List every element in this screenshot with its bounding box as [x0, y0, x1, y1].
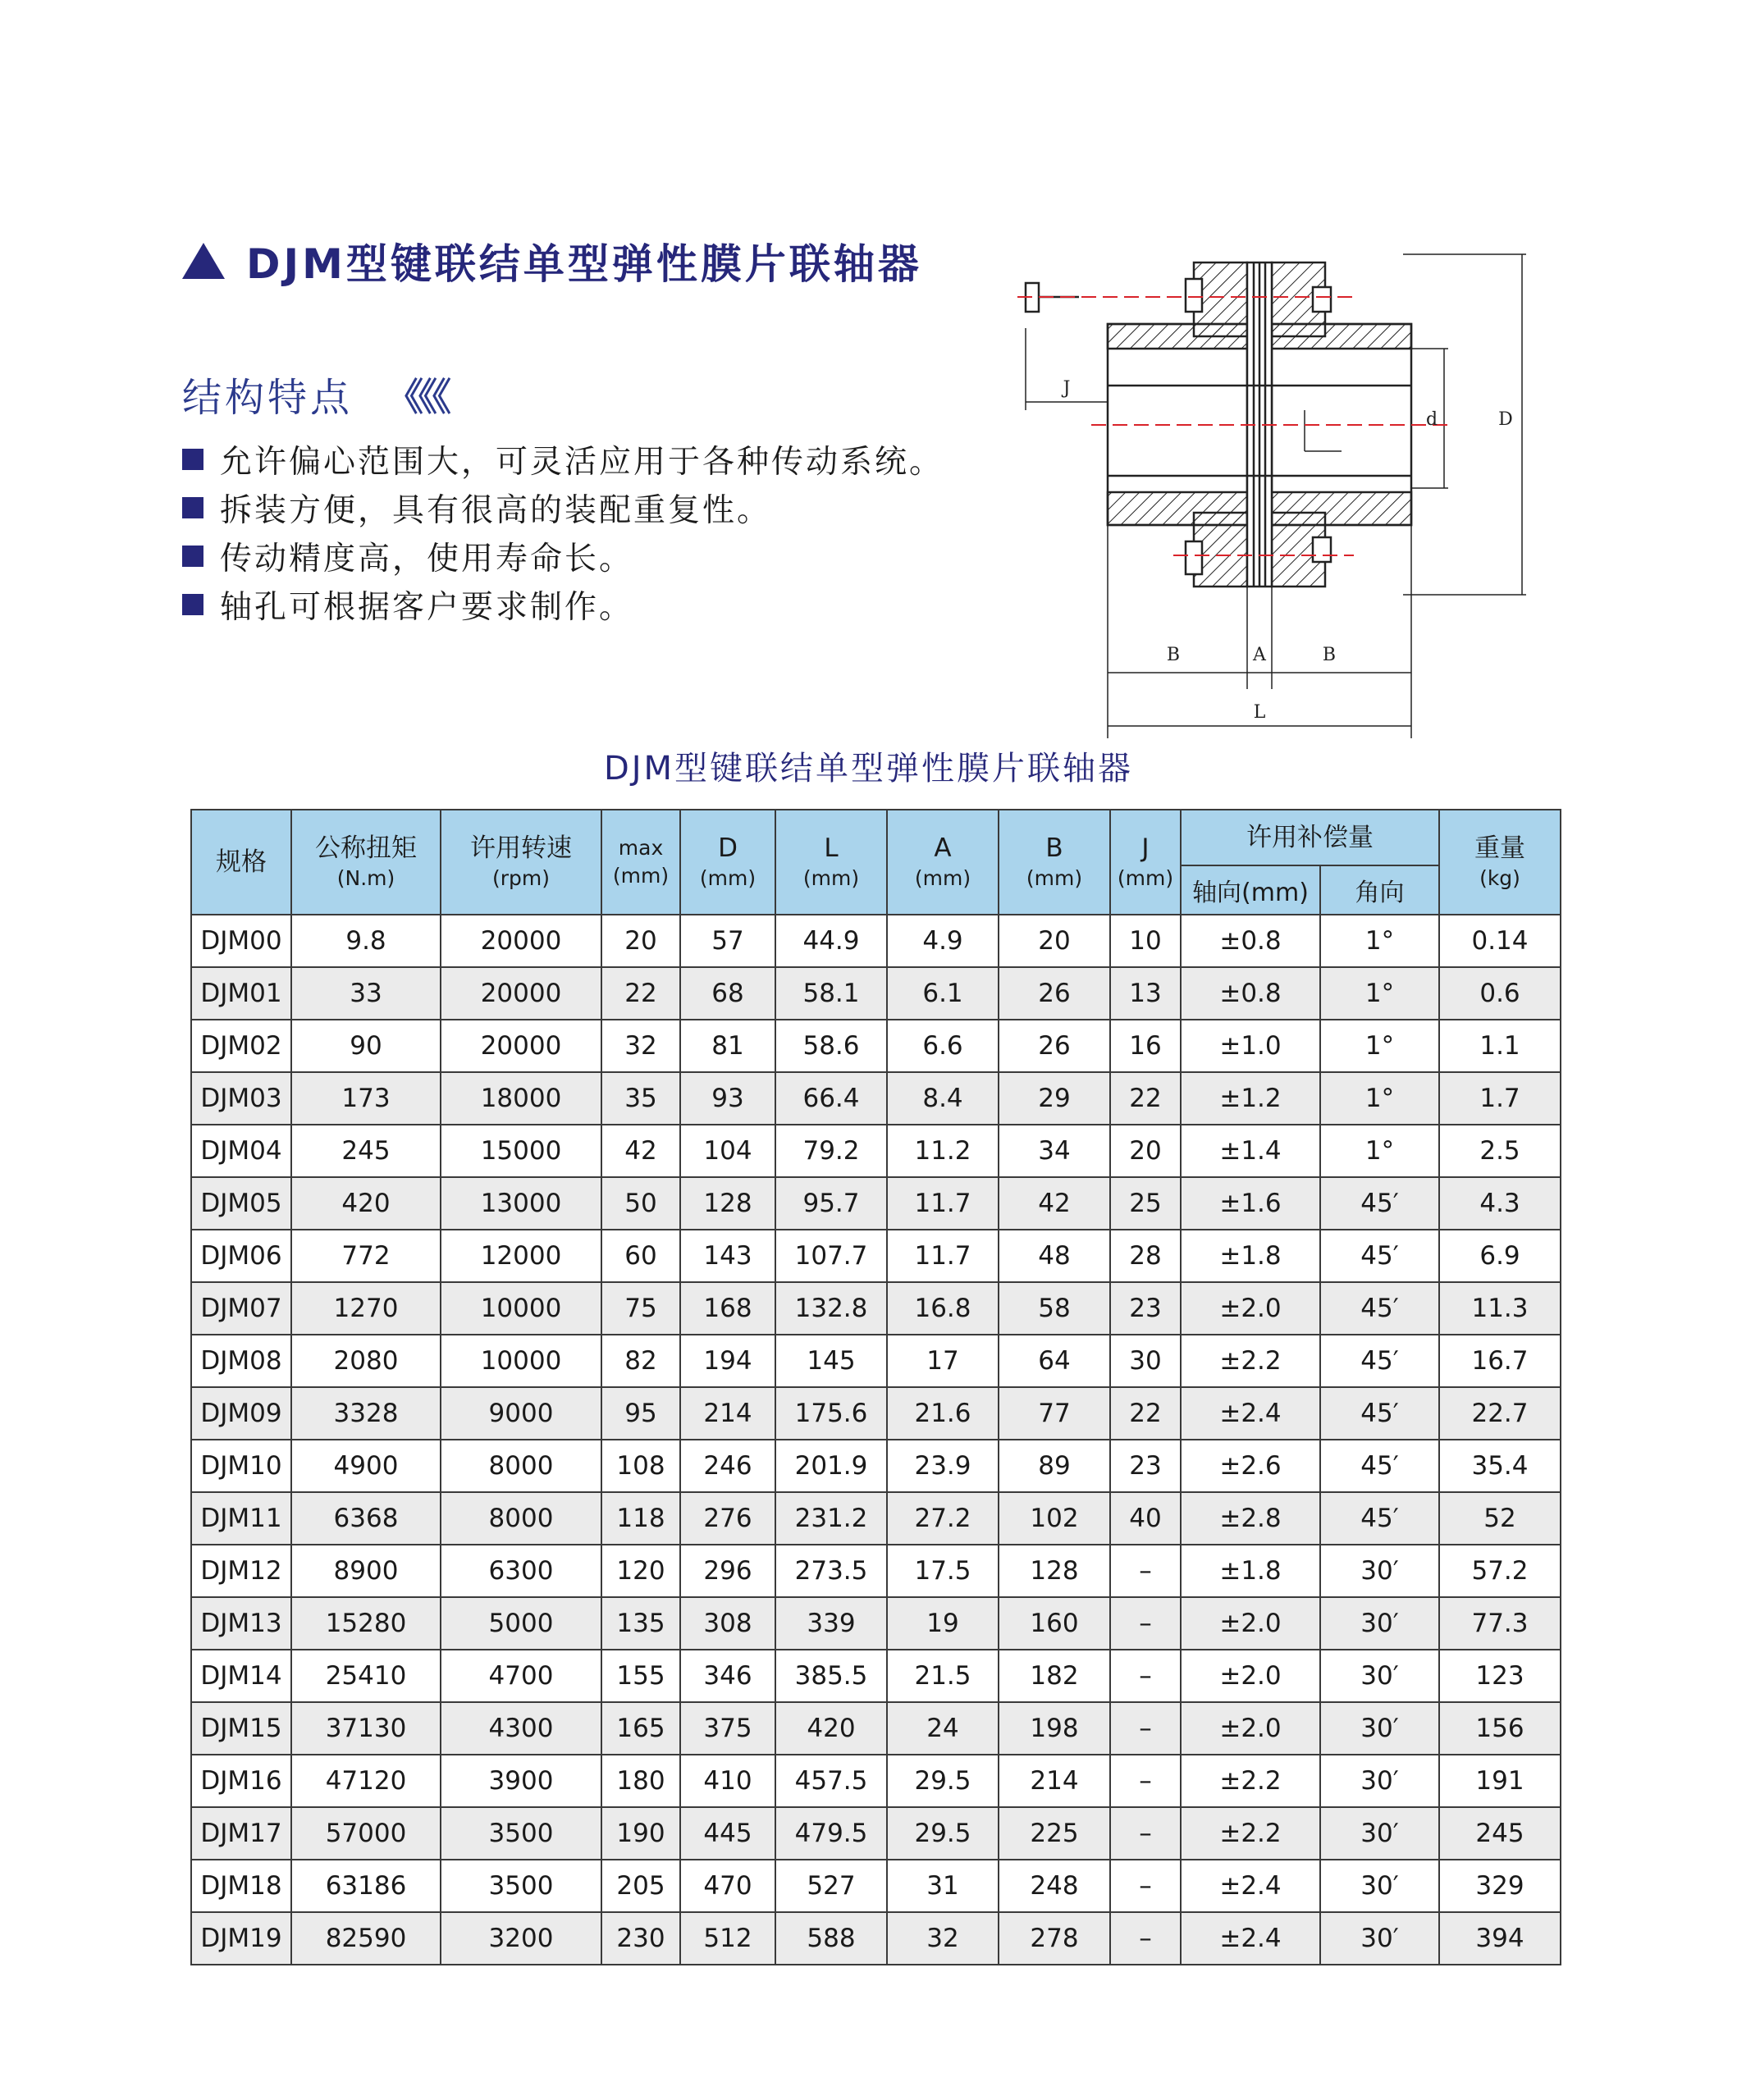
table-cell: 35: [601, 1072, 680, 1125]
table-cell: ±2.0: [1181, 1702, 1320, 1755]
table-cell: 77.3: [1439, 1597, 1561, 1650]
table-cell: 9.8: [291, 915, 441, 967]
table-cell: –: [1110, 1545, 1181, 1597]
table-cell: 102: [999, 1492, 1110, 1545]
table-cell: 6.6: [887, 1020, 999, 1072]
table-cell: 205: [601, 1860, 680, 1912]
table-cell: ±1.4: [1181, 1125, 1320, 1177]
col-model: 规格: [191, 810, 291, 915]
table-cell: DJM16: [191, 1755, 291, 1807]
table-cell: 346: [680, 1650, 775, 1702]
table-cell: 273.5: [775, 1545, 887, 1597]
table-cell: 12000: [441, 1230, 601, 1282]
table-row: [191, 967, 1561, 1020]
table-cell: 4.9: [887, 915, 999, 967]
table-cell: ±0.8: [1181, 967, 1320, 1020]
table-cell: 420: [775, 1702, 887, 1755]
table-cell: 588: [775, 1912, 887, 1965]
table-cell: 30′: [1320, 1807, 1439, 1860]
table-cell: 107.7: [775, 1230, 887, 1282]
table-cell: 8000: [441, 1492, 601, 1545]
table-cell: DJM10: [191, 1440, 291, 1492]
table-cell: 17: [887, 1335, 999, 1387]
table-cell: 3328: [291, 1387, 441, 1440]
table-cell: DJM12: [191, 1545, 291, 1597]
table-cell: 5000: [441, 1597, 601, 1650]
table-cell: 23: [1110, 1440, 1181, 1492]
table-cell: 276: [680, 1492, 775, 1545]
table-cell: 45′: [1320, 1492, 1439, 1545]
table-cell: 64: [999, 1335, 1110, 1387]
table-cell: DJM02: [191, 1020, 291, 1072]
col-D: D (mm): [680, 810, 775, 915]
table-cell: 4.3: [1439, 1177, 1561, 1230]
table-cell: ±2.2: [1181, 1335, 1320, 1387]
table-cell: 225: [999, 1807, 1110, 1860]
table-cell: 63186: [291, 1860, 441, 1912]
table-cell: 52: [1439, 1492, 1561, 1545]
table-cell: 772: [291, 1230, 441, 1282]
table-cell: 29.5: [887, 1755, 999, 1807]
table-cell: 16.8: [887, 1282, 999, 1335]
table-cell: 296: [680, 1545, 775, 1597]
table-cell: 135: [601, 1597, 680, 1650]
table-title: DJM型键联结单型弹性膜片联轴器: [603, 750, 1134, 788]
table-cell: 30′: [1320, 1912, 1439, 1965]
table-cell: 329: [1439, 1860, 1561, 1912]
table-cell: 30′: [1320, 1597, 1439, 1650]
table-cell: 34: [999, 1125, 1110, 1177]
table-cell: 29.5: [887, 1807, 999, 1860]
table-cell: 90: [291, 1020, 441, 1072]
table-row: [191, 1177, 1561, 1230]
table-cell: 82: [601, 1335, 680, 1387]
table-row: [191, 1387, 1561, 1440]
table-cell: 58.6: [775, 1020, 887, 1072]
table-cell: 145: [775, 1335, 887, 1387]
col-speed: 许用转速 (rpm): [441, 810, 601, 915]
table-cell: 143: [680, 1230, 775, 1282]
list-item: 轴孔可根据客户要求制作。: [182, 580, 944, 628]
table-cell: DJM08: [191, 1335, 291, 1387]
table-cell: 20: [601, 915, 680, 967]
table-cell: DJM07: [191, 1282, 291, 1335]
table-cell: 35.4: [1439, 1440, 1561, 1492]
table-cell: 191: [1439, 1755, 1561, 1807]
table-cell: 2080: [291, 1335, 441, 1387]
table-cell: DJM09: [191, 1387, 291, 1440]
table-cell: 57.2: [1439, 1545, 1561, 1597]
table-cell: 89: [999, 1440, 1110, 1492]
table-row: [191, 1860, 1561, 1912]
table-cell: 4700: [441, 1650, 601, 1702]
table-cell: 37130: [291, 1702, 441, 1755]
table-cell: 58: [999, 1282, 1110, 1335]
table-cell: 3500: [441, 1860, 601, 1912]
table-cell: 6300: [441, 1545, 601, 1597]
table-cell: 3900: [441, 1755, 601, 1807]
table-cell: 4900: [291, 1440, 441, 1492]
table-cell: 32: [887, 1912, 999, 1965]
table-cell: 22.7: [1439, 1387, 1561, 1440]
label-L: L: [1253, 702, 1266, 723]
table-row: [191, 1282, 1561, 1335]
table-cell: 0.14: [1439, 915, 1561, 967]
table-cell: ±1.8: [1181, 1545, 1320, 1597]
table-cell: 108: [601, 1440, 680, 1492]
table-cell: ±2.8: [1181, 1492, 1320, 1545]
table-cell: 22: [1110, 1072, 1181, 1125]
table-cell: 27.2: [887, 1492, 999, 1545]
table-cell: –: [1110, 1755, 1181, 1807]
table-cell: 20: [999, 915, 1110, 967]
table-cell: ±2.2: [1181, 1755, 1320, 1807]
table-cell: 8900: [291, 1545, 441, 1597]
table-cell: 1.1: [1439, 1020, 1561, 1072]
label-B-right: B: [1322, 645, 1337, 665]
table-cell: 45′: [1320, 1387, 1439, 1440]
table-cell: 120: [601, 1545, 680, 1597]
table-row: [191, 1125, 1561, 1177]
coupling-diagram: [1009, 246, 1543, 746]
table-cell: 11.7: [887, 1230, 999, 1282]
table-cell: 42: [601, 1125, 680, 1177]
table-cell: 95: [601, 1387, 680, 1440]
table-row: [191, 1072, 1561, 1125]
table-cell: 23.9: [887, 1440, 999, 1492]
table-row: [191, 1440, 1561, 1492]
table-cell: 26: [999, 1020, 1110, 1072]
table-row: [191, 1597, 1561, 1650]
table-cell: 190: [601, 1807, 680, 1860]
table-cell: 15280: [291, 1597, 441, 1650]
table-row: [191, 1020, 1561, 1072]
table-cell: 308: [680, 1597, 775, 1650]
col-L: L (mm): [775, 810, 887, 915]
table-cell: 31: [887, 1860, 999, 1912]
chevron-left-icon: 《《《: [386, 374, 447, 419]
table-cell: 1°: [1320, 1125, 1439, 1177]
table-cell: 24: [887, 1702, 999, 1755]
col-compensation: 许用补偿量: [1181, 810, 1439, 865]
table-cell: 57: [680, 915, 775, 967]
table-cell: 45′: [1320, 1177, 1439, 1230]
table-cell: 118: [601, 1492, 680, 1545]
table-cell: 45′: [1320, 1230, 1439, 1282]
col-weight: 重量 (kg): [1439, 810, 1561, 915]
table-cell: ±1.8: [1181, 1230, 1320, 1282]
table-cell: 30′: [1320, 1702, 1439, 1755]
table-cell: 81: [680, 1020, 775, 1072]
table-cell: ±1.0: [1181, 1020, 1320, 1072]
table-cell: 20: [1110, 1125, 1181, 1177]
table-cell: 22: [601, 967, 680, 1020]
table-cell: DJM05: [191, 1177, 291, 1230]
table-cell: 45′: [1320, 1440, 1439, 1492]
list-item: 允许偏心范围大，可灵活应用于各种传动系统。: [182, 435, 944, 483]
table-cell: 19: [887, 1597, 999, 1650]
table-cell: 23: [1110, 1282, 1181, 1335]
table-cell: 245: [291, 1125, 441, 1177]
table-cell: 58.1: [775, 967, 887, 1020]
triangle-icon: [182, 243, 225, 279]
label-B-left: B: [1166, 645, 1181, 665]
table-row: [191, 915, 1561, 967]
table-cell: DJM19: [191, 1912, 291, 1965]
label-J: J: [1063, 378, 1071, 399]
table-cell: 66.4: [775, 1072, 887, 1125]
table-cell: 245: [1439, 1807, 1561, 1860]
table-cell: 33: [291, 967, 441, 1020]
label-A: A: [1253, 645, 1266, 665]
table-cell: 1°: [1320, 915, 1439, 967]
table-cell: 60: [601, 1230, 680, 1282]
table-cell: 175.6: [775, 1387, 887, 1440]
table-cell: DJM01: [191, 967, 291, 1020]
col-axial: 轴向(mm): [1181, 865, 1320, 915]
col-A: A (mm): [887, 810, 999, 915]
table-row: [191, 1545, 1561, 1597]
table-cell: 2.5: [1439, 1125, 1561, 1177]
table-cell: 479.5: [775, 1807, 887, 1860]
table-row: [191, 1755, 1561, 1807]
list-item: 拆装方便，具有很高的装配重复性。: [182, 483, 944, 532]
table-cell: 123: [1439, 1650, 1561, 1702]
table-cell: 155: [601, 1650, 680, 1702]
table-cell: 18000: [441, 1072, 601, 1125]
table-cell: 231.2: [775, 1492, 887, 1545]
table-cell: 104: [680, 1125, 775, 1177]
table-cell: ±2.6: [1181, 1440, 1320, 1492]
col-B: B (mm): [999, 810, 1110, 915]
table-cell: DJM04: [191, 1125, 291, 1177]
table-cell: –: [1110, 1650, 1181, 1702]
table-cell: 6.9: [1439, 1230, 1561, 1282]
table-cell: 68: [680, 967, 775, 1020]
table-cell: DJM06: [191, 1230, 291, 1282]
table-cell: 11.7: [887, 1177, 999, 1230]
table-cell: ±2.0: [1181, 1282, 1320, 1335]
table-cell: 1°: [1320, 1072, 1439, 1125]
table-cell: 160: [999, 1597, 1110, 1650]
table-cell: 30′: [1320, 1860, 1439, 1912]
title-row: [182, 231, 922, 290]
table-cell: 13: [1110, 967, 1181, 1020]
table-cell: 3200: [441, 1912, 601, 1965]
table-cell: 4300: [441, 1702, 601, 1755]
table-cell: –: [1110, 1807, 1181, 1860]
table-cell: DJM13: [191, 1597, 291, 1650]
table-cell: 173: [291, 1072, 441, 1125]
table-cell: 230: [601, 1912, 680, 1965]
table-cell: 339: [775, 1597, 887, 1650]
table-cell: 17.5: [887, 1545, 999, 1597]
table-cell: 385.5: [775, 1650, 887, 1702]
page-title: DJM型键联结单型弹性膜片联轴器: [246, 240, 922, 288]
table-cell: DJM18: [191, 1860, 291, 1912]
table-cell: 214: [680, 1387, 775, 1440]
table-cell: DJM14: [191, 1650, 291, 1702]
table-cell: 1°: [1320, 1020, 1439, 1072]
table-cell: ±2.4: [1181, 1387, 1320, 1440]
table-cell: –: [1110, 1597, 1181, 1650]
spec-table: [190, 809, 1561, 1965]
table-cell: 77: [999, 1387, 1110, 1440]
table-cell: 95.7: [775, 1177, 887, 1230]
table-cell: 22: [1110, 1387, 1181, 1440]
label-D: D: [1498, 409, 1513, 430]
table-cell: 198: [999, 1702, 1110, 1755]
table-cell: 9000: [441, 1387, 601, 1440]
table-cell: 6368: [291, 1492, 441, 1545]
table-cell: DJM03: [191, 1072, 291, 1125]
table-cell: 21.6: [887, 1387, 999, 1440]
table-cell: –: [1110, 1860, 1181, 1912]
table-cell: 79.2: [775, 1125, 887, 1177]
col-torque: 公称扭矩 (N.m): [291, 810, 441, 915]
table-cell: 0.6: [1439, 967, 1561, 1020]
table-cell: 93: [680, 1072, 775, 1125]
table-cell: 214: [999, 1755, 1110, 1807]
table-cell: 30′: [1320, 1650, 1439, 1702]
table-cell: 3500: [441, 1807, 601, 1860]
features-heading-row: [182, 366, 446, 422]
table-row: [191, 1335, 1561, 1387]
list-item: 传动精度高，使用寿命长。: [182, 532, 944, 580]
table-cell: 29: [999, 1072, 1110, 1125]
table-cell: 30′: [1320, 1755, 1439, 1807]
table-cell: ±1.2: [1181, 1072, 1320, 1125]
table-cell: 20000: [441, 915, 601, 967]
bullet-square-icon: [182, 546, 203, 567]
table-cell: 50: [601, 1177, 680, 1230]
table-cell: 82590: [291, 1912, 441, 1965]
table-cell: 45′: [1320, 1282, 1439, 1335]
table-cell: 30′: [1320, 1545, 1439, 1597]
table-cell: –: [1110, 1702, 1181, 1755]
table-row: [191, 1912, 1561, 1965]
table-cell: ±1.6: [1181, 1177, 1320, 1230]
table-cell: 40: [1110, 1492, 1181, 1545]
table-cell: 42: [999, 1177, 1110, 1230]
table-cell: 128: [999, 1545, 1110, 1597]
table-cell: DJM11: [191, 1492, 291, 1545]
table-cell: 48: [999, 1230, 1110, 1282]
table-cell: 8.4: [887, 1072, 999, 1125]
label-d: d: [1425, 409, 1438, 430]
table-cell: 57000: [291, 1807, 441, 1860]
table-row: [191, 1807, 1561, 1860]
table-cell: 512: [680, 1912, 775, 1965]
table-cell: 420: [291, 1177, 441, 1230]
table-cell: 168: [680, 1282, 775, 1335]
bullet-square-icon: [182, 497, 203, 518]
table-cell: 1.7: [1439, 1072, 1561, 1125]
table-cell: 13000: [441, 1177, 601, 1230]
table-cell: 32: [601, 1020, 680, 1072]
table-cell: ±2.0: [1181, 1650, 1320, 1702]
table-cell: DJM15: [191, 1702, 291, 1755]
table-cell: 394: [1439, 1912, 1561, 1965]
bullet-square-icon: [182, 449, 203, 470]
table-cell: 10000: [441, 1282, 601, 1335]
feature-list: [182, 435, 944, 628]
table-row: [191, 1702, 1561, 1755]
table-cell: 457.5: [775, 1755, 887, 1807]
bullet-square-icon: [182, 594, 203, 615]
table-cell: 1270: [291, 1282, 441, 1335]
table-cell: 75: [601, 1282, 680, 1335]
table-row: [191, 1650, 1561, 1702]
table-cell: 182: [999, 1650, 1110, 1702]
table-cell: DJM00: [191, 915, 291, 967]
table-cell: 21.5: [887, 1650, 999, 1702]
table-cell: –: [1110, 1912, 1181, 1965]
table-cell: 201.9: [775, 1440, 887, 1492]
table-cell: 28: [1110, 1230, 1181, 1282]
table-cell: 410: [680, 1755, 775, 1807]
table-cell: 20000: [441, 967, 601, 1020]
table-row: [191, 1492, 1561, 1545]
table-cell: ±2.2: [1181, 1807, 1320, 1860]
table-cell: 15000: [441, 1125, 601, 1177]
table-cell: 128: [680, 1177, 775, 1230]
table-cell: 10: [1110, 915, 1181, 967]
table-cell: 16: [1110, 1020, 1181, 1072]
table-cell: 10000: [441, 1335, 601, 1387]
table-cell: ±0.8: [1181, 915, 1320, 967]
col-J: J (mm): [1110, 810, 1181, 915]
table-cell: 132.8: [775, 1282, 887, 1335]
table-cell: 278: [999, 1912, 1110, 1965]
table-cell: 25410: [291, 1650, 441, 1702]
table-cell: ±2.4: [1181, 1912, 1320, 1965]
table-cell: ±2.0: [1181, 1597, 1320, 1650]
table-cell: 246: [680, 1440, 775, 1492]
table-cell: 11.3: [1439, 1282, 1561, 1335]
table-cell: 30: [1110, 1335, 1181, 1387]
table-cell: 11.2: [887, 1125, 999, 1177]
table-cell: 44.9: [775, 915, 887, 967]
table-cell: 375: [680, 1702, 775, 1755]
col-angle: 角向: [1320, 865, 1439, 915]
table-cell: 527: [775, 1860, 887, 1912]
table-cell: 25: [1110, 1177, 1181, 1230]
table-cell: 16.7: [1439, 1335, 1561, 1387]
table-cell: 165: [601, 1702, 680, 1755]
col-max: max (mm): [601, 810, 680, 915]
table-cell: DJM17: [191, 1807, 291, 1860]
table-cell: 6.1: [887, 967, 999, 1020]
table-cell: 194: [680, 1335, 775, 1387]
table-cell: 47120: [291, 1755, 441, 1807]
table-cell: 8000: [441, 1440, 601, 1492]
table-cell: 45′: [1320, 1335, 1439, 1387]
table-cell: 1°: [1320, 967, 1439, 1020]
features-heading: 结构特点: [182, 375, 354, 421]
table-cell: 20000: [441, 1020, 601, 1072]
table-cell: ±2.4: [1181, 1860, 1320, 1912]
table-cell: 180: [601, 1755, 680, 1807]
table-cell: 470: [680, 1860, 775, 1912]
table-cell: 156: [1439, 1702, 1561, 1755]
table-cell: 248: [999, 1860, 1110, 1912]
table-row: [191, 1230, 1561, 1282]
table-cell: 26: [999, 967, 1110, 1020]
table-cell: 445: [680, 1807, 775, 1860]
